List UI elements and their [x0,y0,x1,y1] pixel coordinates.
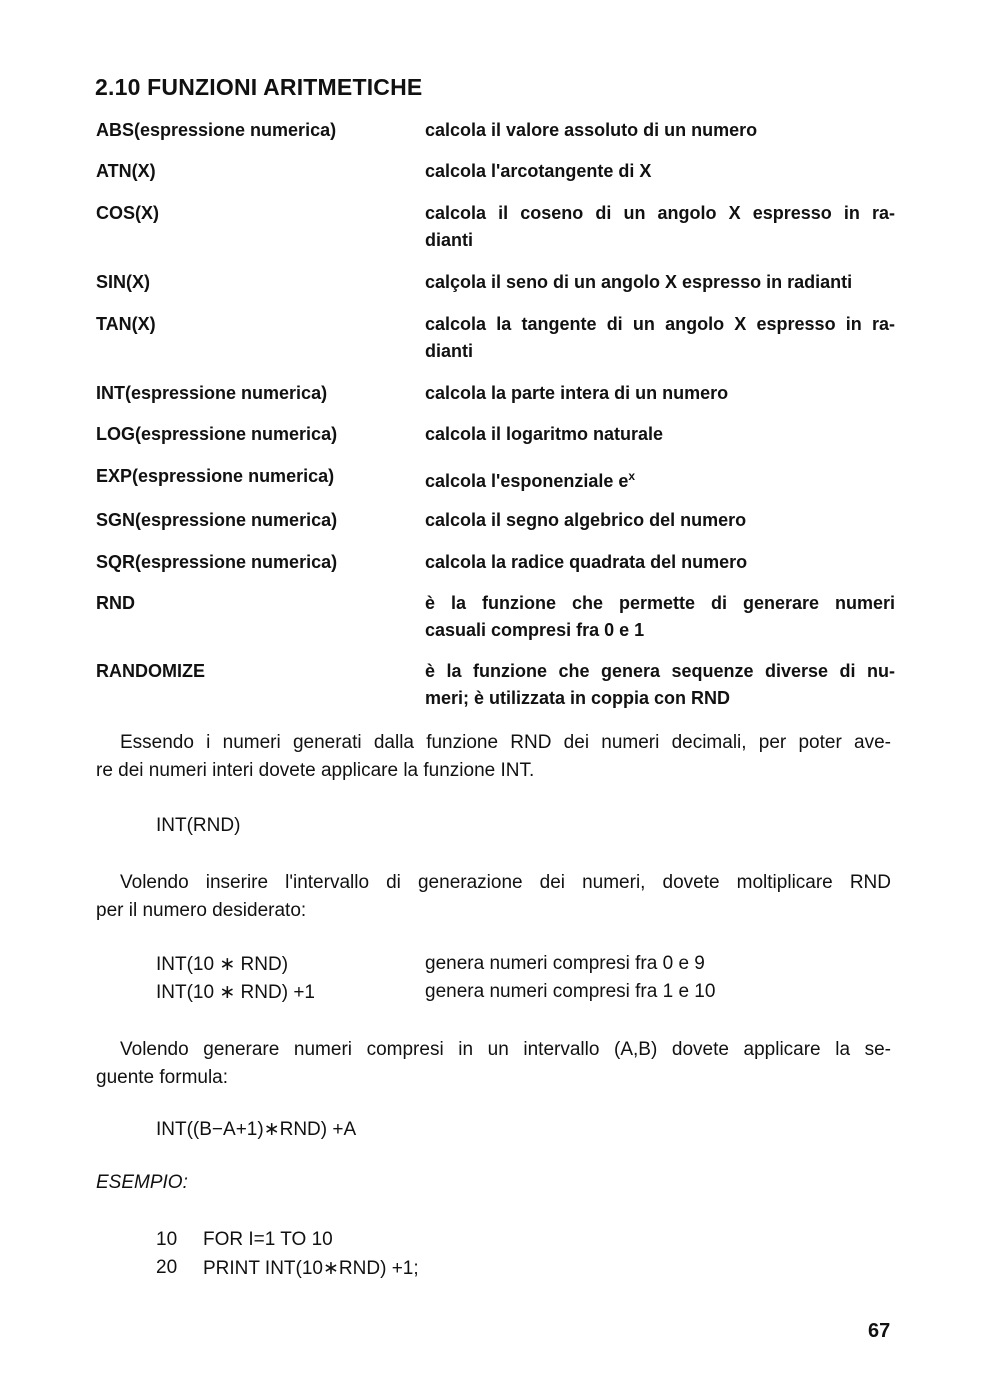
desc-line: calcola l'arcotangente di X [425,161,652,181]
desc-line: calcola la radice quadrata del numero [425,552,748,572]
desc-line: calcola il coseno di un angolo X espresso in ra- [425,203,895,223]
desc-line: calcola il valore assoluto di un numero [425,120,758,140]
desc-line: calcola la parte intera di un numero [425,383,729,403]
function-desc [425,658,895,712]
paragraph-line: Volendo inserire l'intervallo di generazione dei numeri, dovete moltiplicare RND [120,872,891,893]
function-name: INT(espressione numerica) [96,383,328,403]
function-desc [425,380,895,407]
function-name: RANDOMIZE [96,661,205,681]
paragraph-line: re dei numeri interi dovete applicare la funzione INT. [96,760,535,781]
function-name: SQR(espressione numerica) [96,552,338,572]
function-name: SGN(espressione numerica) [96,510,338,530]
program-line-number: 20 [156,1257,178,1278]
desc-line: calcola il logaritmo naturale [425,424,664,444]
page-number: 67 [868,1320,891,1342]
example-code: INT(10 ∗ RND) +1 [156,982,315,1003]
paragraph-line: per il numero desiderato: [96,900,307,921]
program-line-code: FOR I=1 TO 10 [203,1229,333,1250]
paragraph [96,1036,891,1092]
desc-line [425,463,895,495]
desc-line: è la funzione che permette di generare numeri [425,593,895,613]
paragraph-line: Essendo i numeri generati dalla funzione RND dei numeri decimali, per poter ave- [120,732,891,753]
function-desc [425,269,895,296]
function-name: TAN(X) [96,314,156,334]
desc-line: calçola il seno di un angolo X espresso in radianti [425,272,853,292]
desc-line: calcola il segno algebrico del numero [425,510,747,530]
desc-line: casuali compresi fra 0 e 1 [425,620,645,640]
function-name: ABS(espressione numerica) [96,120,337,140]
function-name: SIN(X) [96,272,150,292]
function-desc [425,463,895,495]
example-desc: genera numeri compresi fra 0 e 9 [425,953,705,974]
function-desc [425,311,895,365]
function-desc [425,200,895,254]
code-sample: INT(RND) [156,815,241,836]
desc-line: meri; è utilizzata in coppia con RND [425,688,731,708]
desc-line: calcola la tangente di un angolo X espresso in ra- [425,314,895,334]
function-desc [425,549,895,576]
example-desc: genera numeri compresi fra 1 e 10 [425,981,716,1002]
function-name: COS(X) [96,203,159,223]
exponent: x [628,469,636,483]
paragraph [96,869,891,925]
program-line-number: 10 [156,1229,178,1250]
example-code: INT(10 ∗ RND) [156,954,289,975]
function-name: LOG(espressione numerica) [96,424,338,444]
example-label: ESEMPIO: [96,1172,188,1193]
paragraph [96,729,891,785]
section-title: 2.10 FUNZIONI ARITMETICHE [95,74,423,100]
function-desc [425,590,895,644]
function-name: EXP(espressione numerica) [96,466,335,486]
function-desc [425,158,895,185]
function-name: ATN(X) [96,161,156,181]
paragraph-line: guente formula: [96,1067,229,1088]
function-desc [425,421,895,448]
program-line-code: PRINT INT(10∗RND) +1; [203,1258,419,1279]
desc-text: calcola l'esponenziale e [425,471,629,491]
desc-line: dianti [425,341,473,361]
function-desc [425,117,895,144]
paragraph-line: Volendo generare numeri compresi in un intervallo (A,B) dovete applicare la se- [120,1039,891,1060]
desc-line: dianti [425,230,473,250]
function-desc [425,507,895,534]
formula: INT((B−A+1)∗RND) +A [156,1119,357,1140]
function-name: RND [96,593,135,613]
desc-line: è la funzione che genera sequenze diverse di nu- [425,661,895,681]
